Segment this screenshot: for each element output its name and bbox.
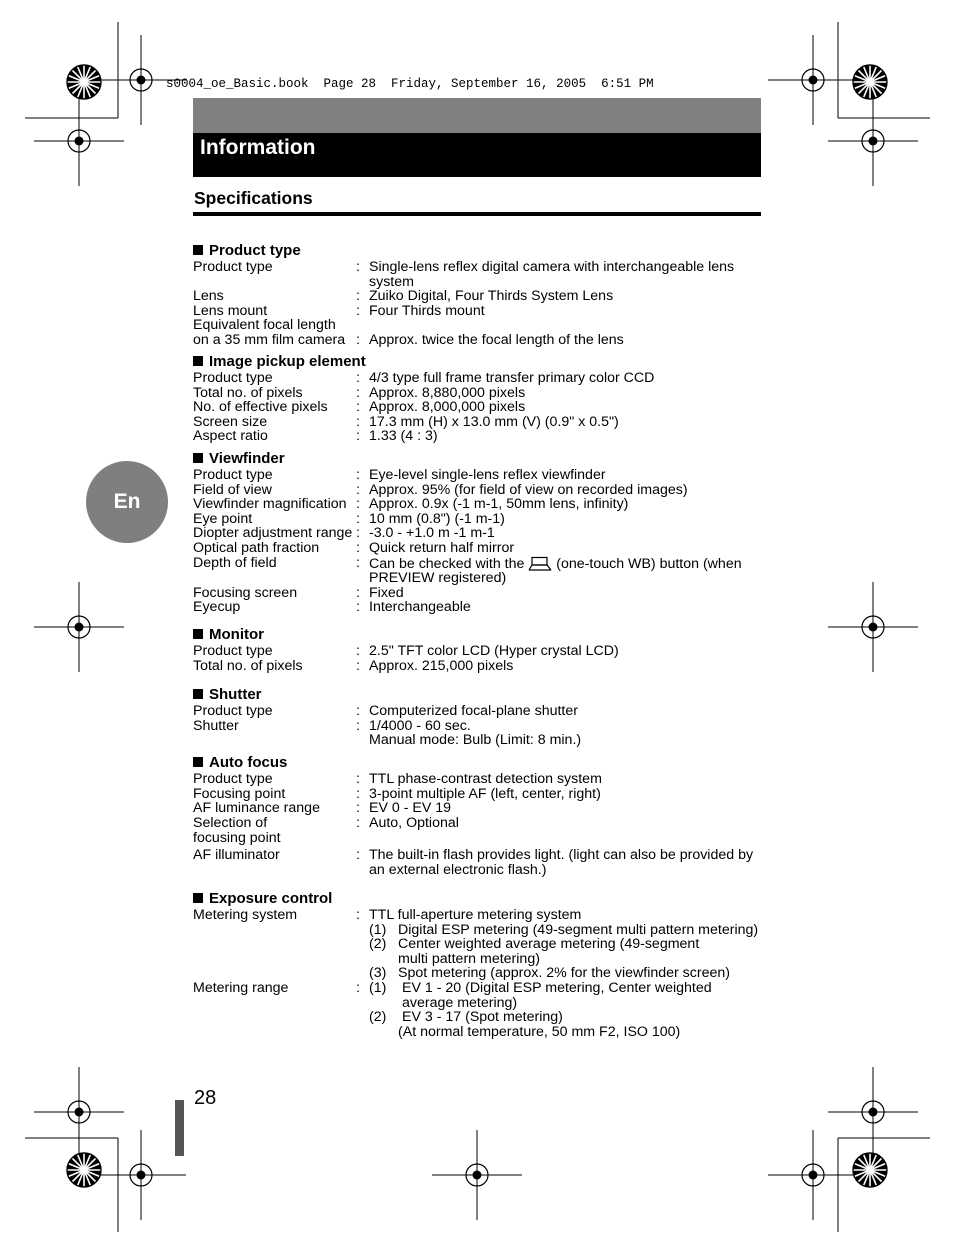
group-title: Exposure control (193, 890, 763, 908)
spec-row: focusing point (193, 829, 281, 846)
spec-row: on a 35 mm film camera : Approx. twice the focal length of the lens (193, 331, 624, 348)
square-bullet-icon (193, 629, 203, 639)
section-rule (193, 212, 761, 216)
page-number: 28 (194, 1087, 217, 1109)
spec-row-af-illuminator: AF illuminator : The built-in flash provides light. (light can also be provided by an external electronic flash.) (193, 846, 754, 878)
square-bullet-icon (193, 453, 203, 463)
spec-row: Optical path fraction : Quick return half mirror (193, 539, 515, 556)
spec-row-metering-system: Metering system : TTL full-aperture metering system (1) Digital ESP metering (49-segment multi pattern metering) (2) Center weighted average metering (49-segment multi pattern metering) (3) Spot metering (approx. 2% for the viewfinder screen) (193, 908, 763, 981)
spec-row: Total no. of pixels : Approx. 215,000 pixels (193, 657, 514, 674)
spec-row: Lens mount : Four Thirds mount (193, 302, 485, 319)
square-bullet-icon (193, 245, 203, 255)
group-title: Product type (193, 242, 763, 260)
spec-group-shutter (193, 686, 763, 748)
print-header: s0004_oe_Basic.book Page 28 Friday, September 16, 2005 6:51 PM (166, 77, 654, 91)
spec-row-depth-of-field: Depth of field : Can be checked with the (one-touch WB) button (when PREVIEW registered) (193, 554, 742, 587)
spec-row-metering-range: Metering range : (1) EV 1 - 20 (Digital ESP metering, Center weighted average metering) (2) EV 3 - 17 (Spot metering) (At normal temperature, 50 mm F2, ISO 100) (193, 981, 763, 1039)
spec-row: Diopter adjustment range : -3.0 - +1.0 m -1 m-1 (193, 525, 495, 542)
one-touch-wb-icon (528, 556, 552, 571)
spec-row: Shutter : 1/4000 - 60 sec. (193, 717, 471, 734)
spec-row: Equivalent focal length (193, 317, 336, 334)
spec-group-image-pickup (193, 353, 763, 444)
metering-note: (At normal temperature, 50 mm F2, ISO 100) (398, 1023, 681, 1040)
list-item: (3) Spot metering (approx. 2% for the viewfinder screen) (369, 965, 730, 982)
spec-row: Lens : Zuiko Digital, Four Thirds System Lens (193, 288, 614, 305)
spec-row: Viewfinder magnification : Approx. 0.9x (-1 m-1, 50mm lens, infinity) (193, 496, 629, 513)
page-edge-bar (175, 1100, 184, 1156)
spec-row: Product type : Computerized focal-plane shutter (193, 703, 578, 719)
spec-group-viewfinder (193, 450, 763, 615)
spec-row: Product type : Single-lens reflex digital camera with interchangeable lens system (193, 259, 735, 290)
group-title: Auto focus (193, 754, 763, 772)
spec-row: Eyecup : Interchangeable (193, 599, 471, 616)
title-band-top (193, 98, 761, 133)
spec-row: No. of effective pixels : Approx. 8,000,000 pixels (193, 399, 526, 416)
spec-group-monitor (193, 626, 763, 673)
spec-row: Eye point : 10 mm (0.8") (-1 m-1) (193, 510, 505, 527)
spec-group-auto-focus (193, 754, 763, 877)
section-title: Specifications (194, 188, 313, 208)
group-title: Monitor (193, 626, 763, 644)
list-item: (1) Digital ESP metering (49-segment multi pattern metering) (369, 921, 759, 938)
spec-row: Product type : TTL phase-contrast detection system (193, 771, 602, 787)
spec-row: Manual mode: Bulb (Limit: 8 min.) (369, 732, 582, 749)
group-title: Image pickup element (193, 353, 763, 371)
spec-row: Total no. of pixels : Approx. 8,880,000 pixels (193, 384, 526, 401)
list-item: (2) Center weighted average metering (49-segment multi pattern metering) (369, 936, 700, 967)
spec-row: Product type : 2.5" TFT color LCD (Hyper crystal LCD) (193, 643, 619, 659)
spec-row: Field of view : Approx. 95% (for field of view on recorded images) (193, 481, 688, 498)
list-item: (2) EV 3 - 17 (Spot metering) (369, 1009, 563, 1026)
list-item: (1) EV 1 - 20 (Digital ESP metering, Center weighted average metering) (369, 979, 712, 1011)
spec-row: Selection of : Auto, Optional (193, 814, 459, 831)
spec-row: Screen size : 17.3 mm (H) x 13.0 mm (V) (0.9" x 0.5") (193, 413, 619, 430)
spec-row: Aspect ratio : 1.33 (4 : 3) (193, 428, 438, 445)
group-title: Shutter (193, 686, 763, 704)
spec-row: Focusing point : 3-point multiple AF (left, center, right) (193, 785, 601, 802)
language-tab: En (86, 461, 168, 543)
spec-row: Focusing screen : Fixed (193, 584, 404, 601)
spec-group-exposure-control (193, 890, 763, 1039)
group-title: Viewfinder (193, 450, 763, 468)
square-bullet-icon (193, 893, 203, 903)
square-bullet-icon (193, 356, 203, 366)
square-bullet-icon (193, 689, 203, 699)
chapter-title: Information (200, 136, 316, 159)
square-bullet-icon (193, 757, 203, 767)
spec-row: Product type : Eye-level single-lens reflex viewfinder (193, 467, 606, 483)
spec-group-product-type (193, 242, 763, 348)
spec-row: Product type : 4/3 type full frame transfer primary color CCD (193, 370, 655, 386)
spec-row: AF luminance range : EV 0 - EV 19 (193, 800, 452, 817)
